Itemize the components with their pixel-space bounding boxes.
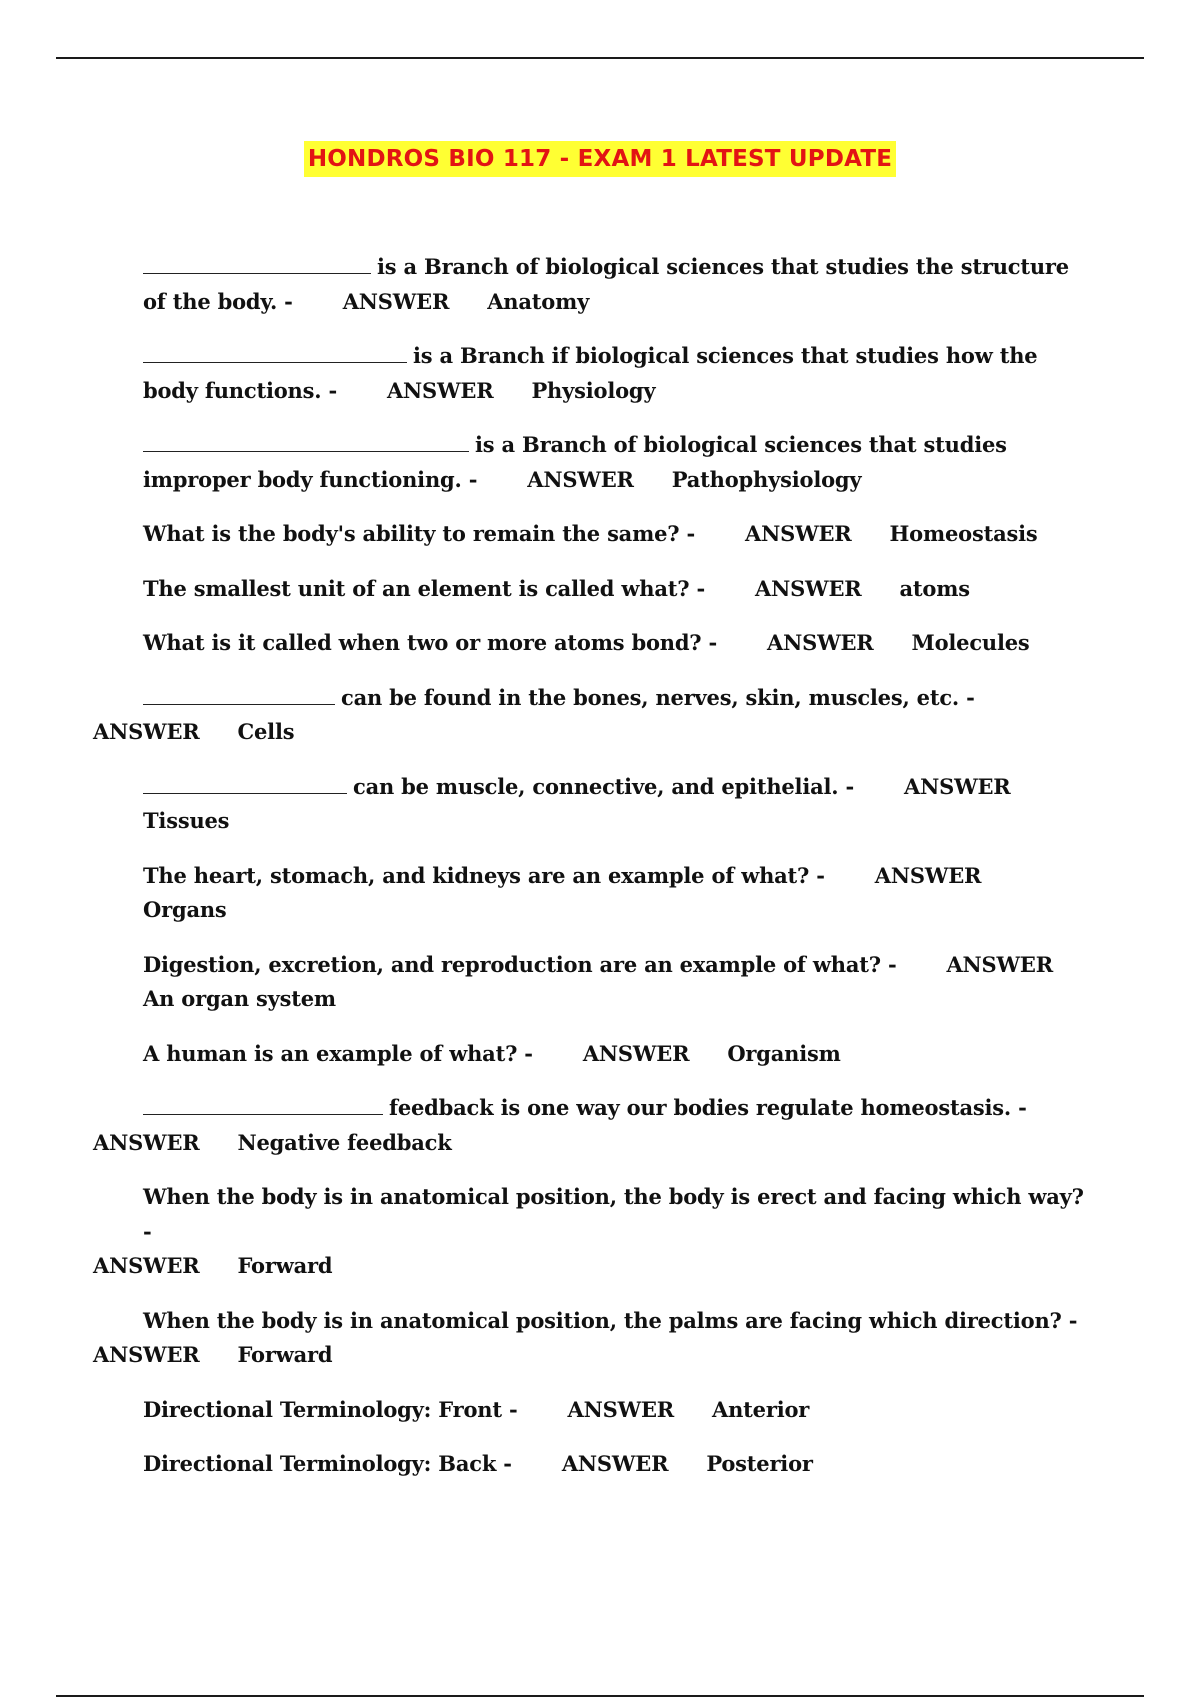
question-text: Directional Terminology: Back -	[143, 1451, 512, 1476]
answer-text: Negative feedback	[237, 1129, 452, 1155]
qa-item-1	[143, 250, 1093, 319]
answer-label: ANSWER	[745, 521, 852, 546]
answer-text: Posterior	[706, 1451, 813, 1476]
answer-label: ANSWER	[755, 575, 862, 601]
answer-text: Anterior	[712, 1396, 810, 1422]
answer-label: ANSWER	[93, 1253, 200, 1278]
qa-item-11	[143, 1037, 1093, 1072]
question-text: Digestion, excretion, and reproduction are an example of what? -	[143, 951, 897, 977]
answer-label: ANSWER	[874, 862, 982, 888]
qa-item-15	[143, 1393, 1093, 1428]
question-text: What is the body's ability to remain the same? -	[143, 521, 696, 546]
qa-item-7	[93, 681, 1093, 750]
answer-label: ANSWER	[93, 1342, 200, 1367]
qa-list	[93, 250, 1093, 1502]
title-block	[0, 141, 1200, 177]
answer-text: Anatomy	[487, 288, 590, 314]
qa-item-12	[93, 1091, 1093, 1160]
question-text: What is it called when two or more atoms bond? -	[143, 630, 718, 655]
answer-label: ANSWER	[567, 1396, 675, 1422]
question-text: When the body is in anatomical position, the body is erect and facing which way? -	[143, 1184, 1084, 1244]
question-text: is a Branch of biological sciences that studies the structure of the body. -	[143, 254, 1069, 314]
qa-item-16	[143, 1447, 1093, 1482]
answer-text: Organism	[727, 1040, 841, 1066]
question-text: The smallest unit of an element is called what? -	[143, 575, 705, 601]
answer-label: ANSWER	[342, 288, 450, 314]
answer-label: ANSWER	[386, 377, 494, 403]
bottom-rule	[56, 1695, 1144, 1697]
qa-item-3	[143, 428, 1093, 497]
qa-item-10	[143, 948, 1093, 1017]
fill-in-blank	[143, 447, 469, 452]
question-text: can be muscle, connective, and epithelial. -	[353, 773, 855, 799]
document-title: HONDROS BIO 117 - EXAM 1 LATEST UPDATE	[304, 141, 896, 177]
question-text: The heart, stomach, and kidneys are an example of what? -	[143, 862, 825, 888]
question-text: A human is an example of what? -	[143, 1040, 533, 1066]
qa-item-9	[143, 859, 1093, 928]
question-text: is a Branch of biological sciences that studies improper body functioning. -	[143, 432, 1007, 492]
question-text: is a Branch if biological sciences that studies how the body functions. -	[143, 343, 1038, 403]
fill-in-blank	[143, 358, 407, 363]
question-text: Directional Terminology: Front -	[143, 1396, 518, 1422]
qa-item-13	[93, 1180, 1093, 1284]
qa-item-4	[143, 517, 1093, 552]
answer-label: ANSWER	[93, 1129, 200, 1155]
question-text: When the body is in anatomical position, the palms are facing which direction? -	[143, 1307, 1078, 1333]
qa-item-8	[143, 770, 1093, 839]
fill-in-blank	[143, 269, 371, 274]
question-text: feedback is one way our bodies regulate homeostasis. -	[389, 1095, 1027, 1120]
answer-text: Pathophysiology	[671, 466, 862, 492]
answer-text: Homeostasis	[889, 521, 1038, 546]
answer-text: Forward	[237, 1342, 333, 1367]
answer-text: Organs	[143, 897, 227, 922]
answer-text: An organ system	[143, 986, 336, 1011]
qa-item-5	[143, 572, 1093, 607]
qa-item-6	[143, 626, 1093, 661]
answer-text: Tissues	[143, 808, 230, 833]
answer-label: ANSWER	[93, 719, 200, 744]
answer-text: Cells	[237, 719, 295, 744]
top-rule	[56, 57, 1144, 59]
answer-label: ANSWER	[582, 1040, 690, 1066]
answer-text: Forward	[237, 1253, 333, 1278]
answer-text: Physiology	[531, 377, 656, 403]
fill-in-blank	[143, 700, 335, 705]
answer-label: ANSWER	[561, 1451, 669, 1476]
qa-item-14	[93, 1304, 1093, 1373]
fill-in-blank	[143, 789, 347, 794]
answer-label: ANSWER	[767, 630, 874, 655]
answer-label: ANSWER	[946, 951, 1053, 977]
answer-label: ANSWER	[904, 773, 1011, 799]
qa-item-2	[143, 339, 1093, 408]
answer-text: Molecules	[911, 630, 1030, 655]
question-text: can be found in the bones, nerves, skin, muscles, etc. -	[341, 684, 975, 710]
answer-label: ANSWER	[527, 466, 634, 492]
answer-text: atoms	[899, 575, 970, 601]
fill-in-blank	[143, 1110, 383, 1115]
